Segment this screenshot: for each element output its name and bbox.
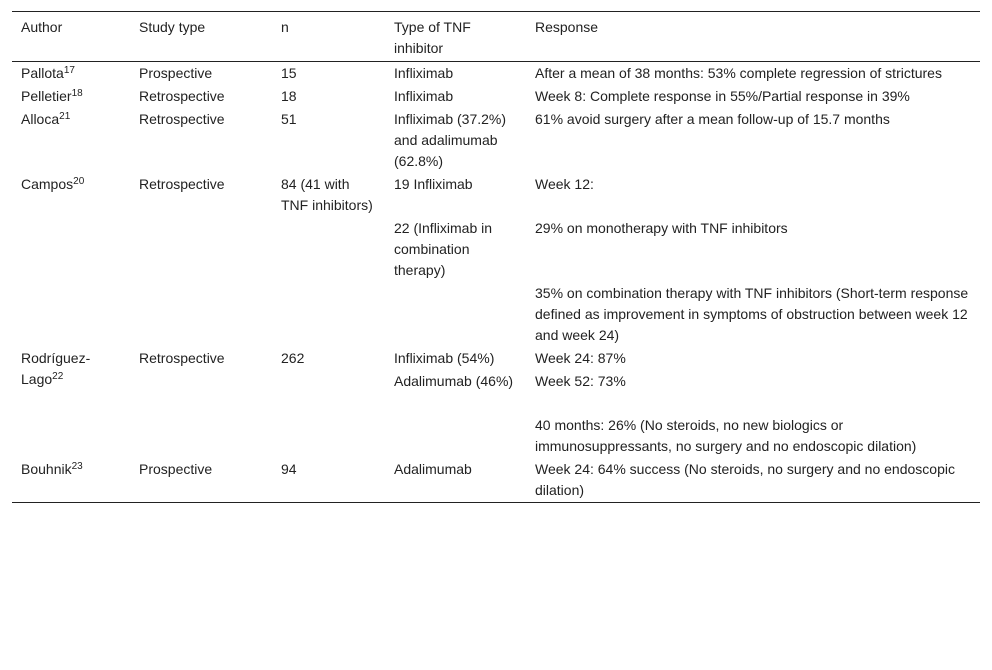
response-cell: 61% avoid surgery after a mean follow-up of 15.7 months (535, 111, 890, 127)
response-cell: Week 8: Complete response in 55%/Partial response in 39% (535, 88, 910, 104)
table-row (12, 173, 980, 217)
reference-number: 21 (59, 111, 71, 122)
author-name: Pallota (21, 65, 64, 81)
tnf-cell: Infliximab (394, 88, 454, 104)
author-cell (12, 108, 130, 173)
author-name: Pelletier (21, 88, 72, 104)
response-cell: 29% on monotherapy with TNF inhibitors (535, 220, 788, 236)
response-cell: Week 12: (535, 176, 594, 192)
tnf-cell: Adalimumab (394, 461, 472, 477)
tnf-cell: Infliximab (394, 65, 454, 81)
author-cell (12, 62, 130, 86)
tnf-cell: Adalimumab (46%) (394, 373, 514, 389)
tnf-cell: Infliximab (54%) (394, 350, 495, 366)
table-row (12, 85, 980, 108)
header-n: n (281, 19, 289, 35)
author-name: Alloca (21, 111, 60, 127)
author-cell (12, 458, 130, 503)
response-cell: Week 52: 73% (535, 373, 626, 389)
tnf-cell: 22 (Infliximab in combination therapy) (394, 220, 493, 278)
author-cell (12, 347, 130, 458)
table-header (12, 12, 980, 62)
tnf-cell: 19 Infliximab (394, 176, 473, 192)
table-row (12, 458, 980, 503)
table-body (12, 62, 980, 503)
tnf-cell: Infliximab (37.2%) and adalimumab (62.8%) (394, 111, 507, 169)
n-cell: 94 (281, 461, 297, 477)
author-name: Bouhnik (21, 461, 72, 477)
author-cell (12, 85, 130, 108)
header-row (12, 12, 980, 62)
header-study-type: Study type (139, 19, 206, 35)
n-cell: 51 (281, 111, 297, 127)
study-type-cell: Prospective (139, 65, 213, 81)
n-cell: 18 (281, 88, 297, 104)
study-type-cell: Retrospective (139, 88, 225, 104)
response-cell: Week 24: 64% success (No steroids, no surgery and no endoscopic dilation) (535, 461, 955, 498)
header-author: Author (21, 19, 63, 35)
n-cell: 15 (281, 65, 297, 81)
header-tnf-type: Type of TNF inhibitor (394, 19, 471, 56)
tnf-inhibitor-studies-table (12, 11, 980, 503)
author-name: Campos (21, 176, 74, 192)
response-cell: 35% on combination therapy with TNF inhibitors (Short-term response defined as improvement in symptoms of obstruction between week 12 and week 24) (535, 285, 969, 343)
reference-number: 17 (63, 65, 75, 76)
reference-number: 23 (71, 461, 83, 472)
table-row (12, 108, 980, 173)
n-cell: 84 (41 with TNF inhibitors) (281, 176, 373, 213)
response-cell: Week 24: 87% (535, 350, 626, 366)
reference-number: 20 (73, 176, 85, 187)
study-type-cell: Retrospective (139, 350, 225, 366)
table-row (12, 62, 980, 86)
study-type-cell: Prospective (139, 461, 213, 477)
tnf-cell (385, 282, 526, 347)
header-response: Response (535, 19, 599, 35)
table-row (12, 347, 980, 370)
tnf-cell (385, 414, 526, 458)
response-cell: 40 months: 26% (No steroids, no new biologics or immunosuppressants, no surgery and no endoscopic dilation) (535, 417, 917, 454)
author-cell (12, 173, 130, 347)
n-cell: 262 (281, 350, 305, 366)
author-name: Rodríguez-Lago (21, 350, 91, 387)
reference-number: 18 (71, 88, 83, 99)
reference-number: 22 (52, 371, 64, 382)
study-type-cell: Retrospective (139, 176, 225, 192)
response-cell: After a mean of 38 months: 53% complete regression of strictures (535, 65, 942, 81)
study-type-cell: Retrospective (139, 111, 225, 127)
